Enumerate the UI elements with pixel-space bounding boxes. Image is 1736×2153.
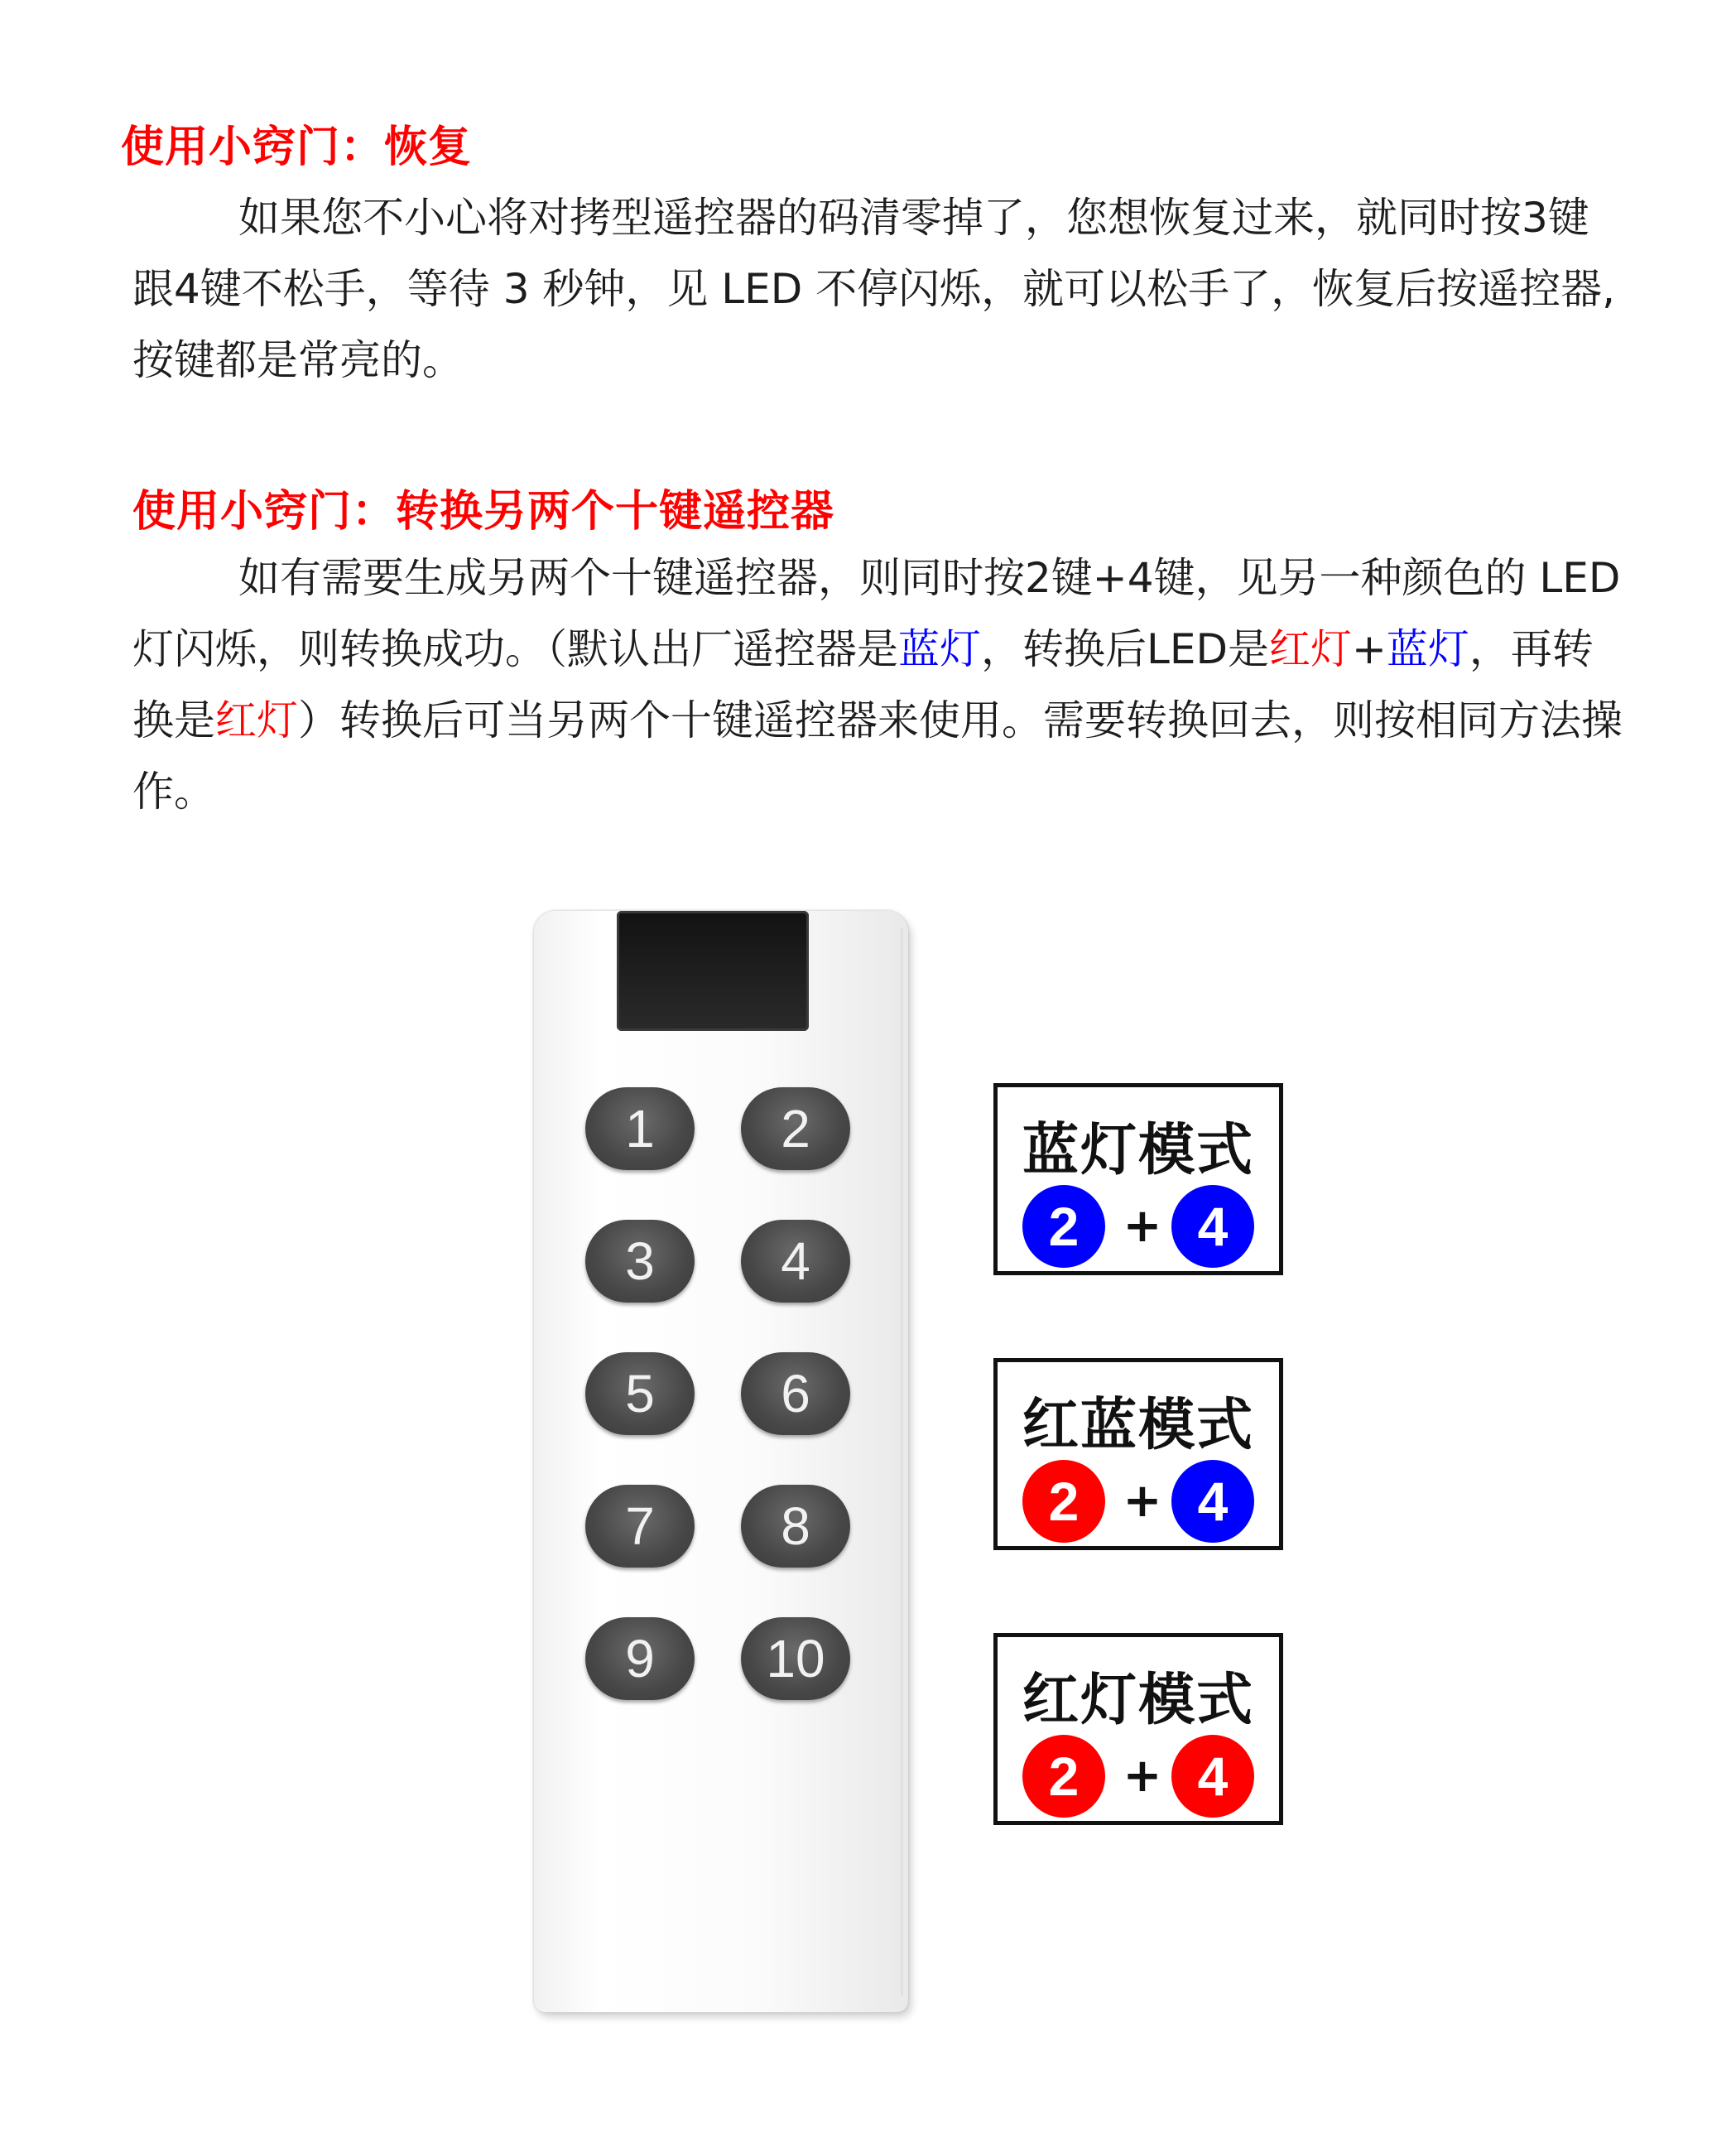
blue-light-text: 蓝灯 [898, 625, 981, 673]
key-6: 6 [741, 1352, 850, 1435]
heading-restore: 使用小窍门：恢复 [121, 123, 473, 172]
mode-key-right: 4 [1171, 1735, 1254, 1818]
key-1: 1 [585, 1087, 695, 1170]
key-4: 4 [741, 1220, 850, 1303]
mode-plus: + [1123, 1474, 1162, 1528]
mode-key-left: 2 [1022, 1460, 1105, 1543]
paragraph-restore [132, 182, 1623, 396]
paragraph-switch-part3: ，再转换是 [132, 625, 1594, 744]
mode-key-left: 2 [1022, 1735, 1105, 1818]
paragraph-restore-text: 如果您不小心将对拷型遥控器的码清零掉了，您想恢复过来，就同时按3键跟4键不松手，等待 3 秒钟，见 LED 不停闪烁，就可以松手了，恢复后按遥控器,按键都是常亮的。 [132, 194, 1616, 384]
mode-key-right: 4 [1171, 1185, 1254, 1268]
mode-key-left: 2 [1022, 1185, 1105, 1268]
red-light-text: 红灯 [215, 696, 298, 744]
mode-box-red [993, 1633, 1283, 1825]
key-7: 7 [585, 1485, 695, 1568]
mode-box-red-blue [993, 1358, 1283, 1550]
mode-box-blue [993, 1083, 1283, 1275]
mode-title: 红灯模式 [1022, 1668, 1254, 1733]
remote-control-image [534, 911, 908, 2012]
key-2: 2 [741, 1087, 850, 1170]
key-10: 10 [741, 1617, 850, 1700]
key-5: 5 [585, 1352, 695, 1435]
key-8: 8 [741, 1485, 850, 1568]
led-window [617, 911, 809, 1031]
mode-key-right: 4 [1171, 1460, 1254, 1543]
plus-text: + [1351, 625, 1387, 673]
heading-switch: 使用小窍门：转换另两个十键遥控器 [132, 487, 835, 537]
red-light-text: 红灯 [1268, 625, 1352, 673]
mode-plus: + [1123, 1199, 1162, 1253]
paragraph-switch-part2: ，转换后LED是 [981, 625, 1269, 673]
blue-light-text: 蓝灯 [1386, 625, 1469, 673]
paragraph-switch-part1: 如有需要生成另两个十键遥控器，则同时按2键+4键，见另一种颜色的 LED 灯闪烁，则转换成功。（默认出厂遥控器是 [132, 554, 1621, 673]
key-3: 3 [585, 1220, 695, 1303]
mode-title: 蓝灯模式 [1022, 1118, 1254, 1183]
mode-plus: + [1123, 1749, 1162, 1803]
mode-title: 红蓝模式 [1022, 1393, 1254, 1458]
key-9: 9 [585, 1617, 695, 1700]
paragraph-switch-part4: ）转换后可当另两个十键遥控器来使用。需要转换回去，则按相同方法操作。 [132, 696, 1623, 816]
paragraph-switch [132, 542, 1623, 827]
